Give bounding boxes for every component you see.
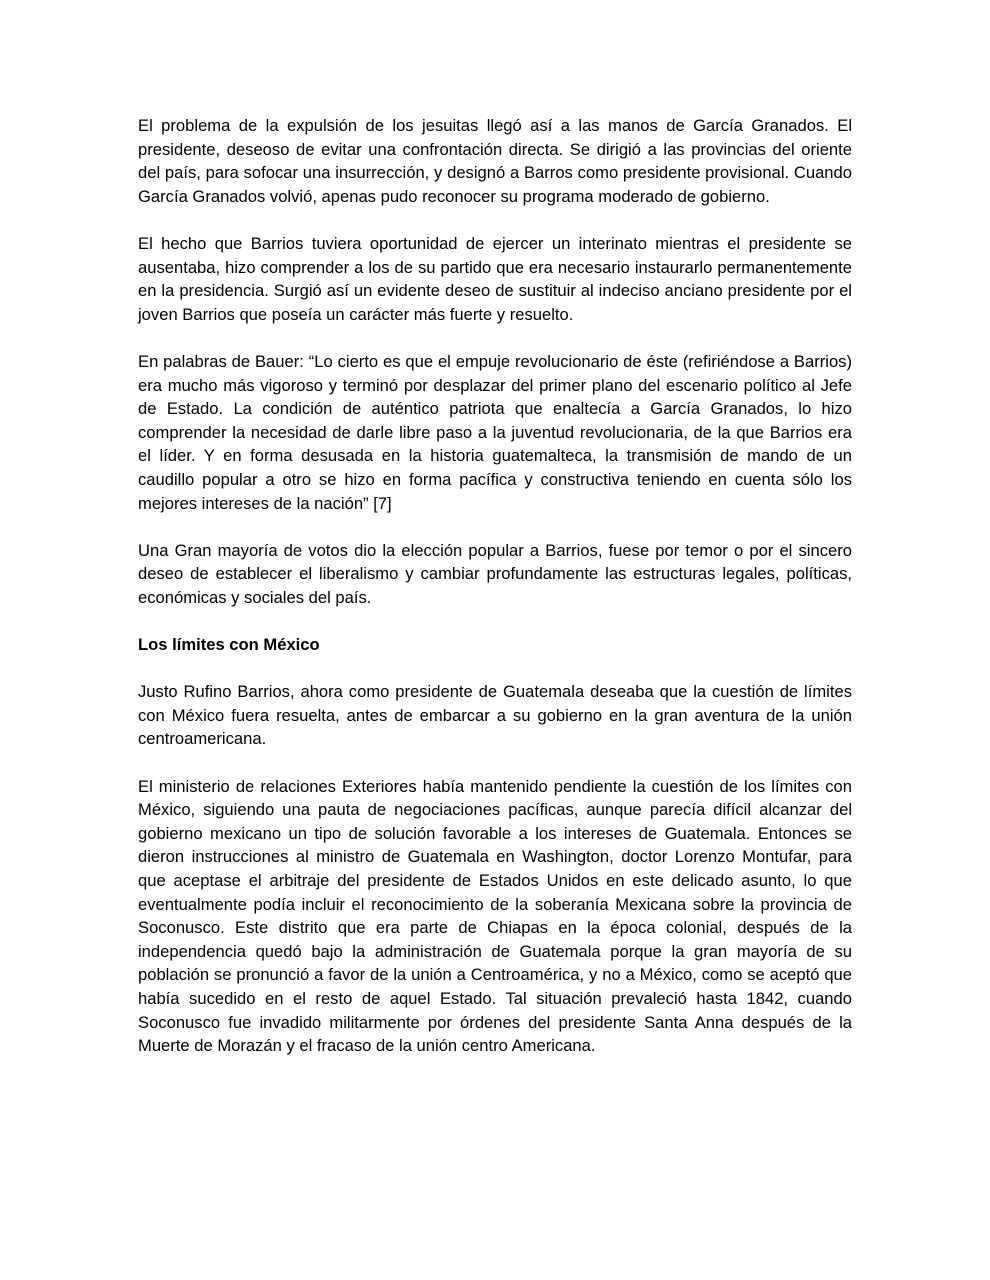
paragraph-cuestion-limites: Justo Rufino Barrios, ahora como presidente de Guatemala deseaba que la cuestión de límites con México fuera resuelta, antes de embarcar a su gobierno en la gran aventura de la unión centroamericana. (138, 682, 852, 749)
document-page (138, 114, 852, 1081)
paragraph-interinato-barrios: El hecho que Barrios tuviera oportunidad de ejercer un interinato mientras el presidente se ausentaba, hizo comprender a los de su partido que era necesario instaurarlo permanentemente en la presidencia. Surgió así un evidente deseo de sustituir al indeciso anciano presidente por el joven Barrios que poseía un carácter más fuerte y resuelto. (138, 233, 852, 324)
paragraph-ministerio-relaciones: El ministerio de relaciones Exteriores había mantenido pendiente la cuestión de los límites con México, siguiendo una pauta de negociaciones pacíficas, aunque parecía difícil alcanzar del gobierno mexicano un tipo de solución favorable a los intereses de Guatemala. Entonces se dieron instrucciones al ministro de Guatemala en Washington, doctor Lorenzo Montufar, para que aceptase el arbitraje del presidente de Estados Unidos en este delicado asunto, lo que eventualmente podía incluir el reconocimiento de la soberanía Mexicana sobre la provincia de Soconusco. Este distrito que era parte de Chiapas en la época colonial, después de la independencia quedó bajo la administración de Guatemala porque la gran mayoría de su población se pronunció a favor de la unión a Centroamérica, y no a México, como se aceptó que había sucedido en el resto de aquel Estado. Tal situación prevaleció hasta 1842, cuando Soconusco fue invadido militarmente por órdenes del presidente Santa Anna después de la Muerte de Morazán y el fracaso de la unión centro Americana. (138, 776, 852, 1056)
paragraph-expulsion-jesuitas: El problema de la expulsión de los jesuitas llegó así a las manos de García Granados. El presidente, deseoso de evitar una confrontación directa. Se dirigió a las provincias del oriente del país, para sofocar una insurrección, y designó a Barros como presidente provisional. Cuando García Granados volvió, apenas pudo reconocer su programa moderado de gobierno. (138, 116, 852, 206)
paragraph-eleccion-popular: Una Gran mayoría de votos dio la elección popular a Barrios, fuese por temor o por el sincero deseo de establecer el liberalismo y cambiar profundamente las estructuras legales, políticas, económicas y sociales del país. (138, 540, 852, 607)
section-heading: Los límites con México (138, 635, 320, 655)
paragraph-cita-bauer: En palabras de Bauer: “Lo cierto es que el empuje revolucionario de éste (refiriéndose a Barrios) era mucho más vigoroso y terminó por desplazar del primer plano del escenario político al Jefe de Estado. La condición de auténtico patriota que enaltecía a García Granados, lo hizo comprender la necesidad de darle libre paso a la juventud revolucionaria, de la que Barrios era el líder. Y en forma desusada en la historia guatemalteca, la transmisión de mando de un caudillo popular a otro se hizo en forma pacífica y constructiva teniendo en cuenta sólo los mejores intereses de la nación” [7] (138, 351, 852, 513)
